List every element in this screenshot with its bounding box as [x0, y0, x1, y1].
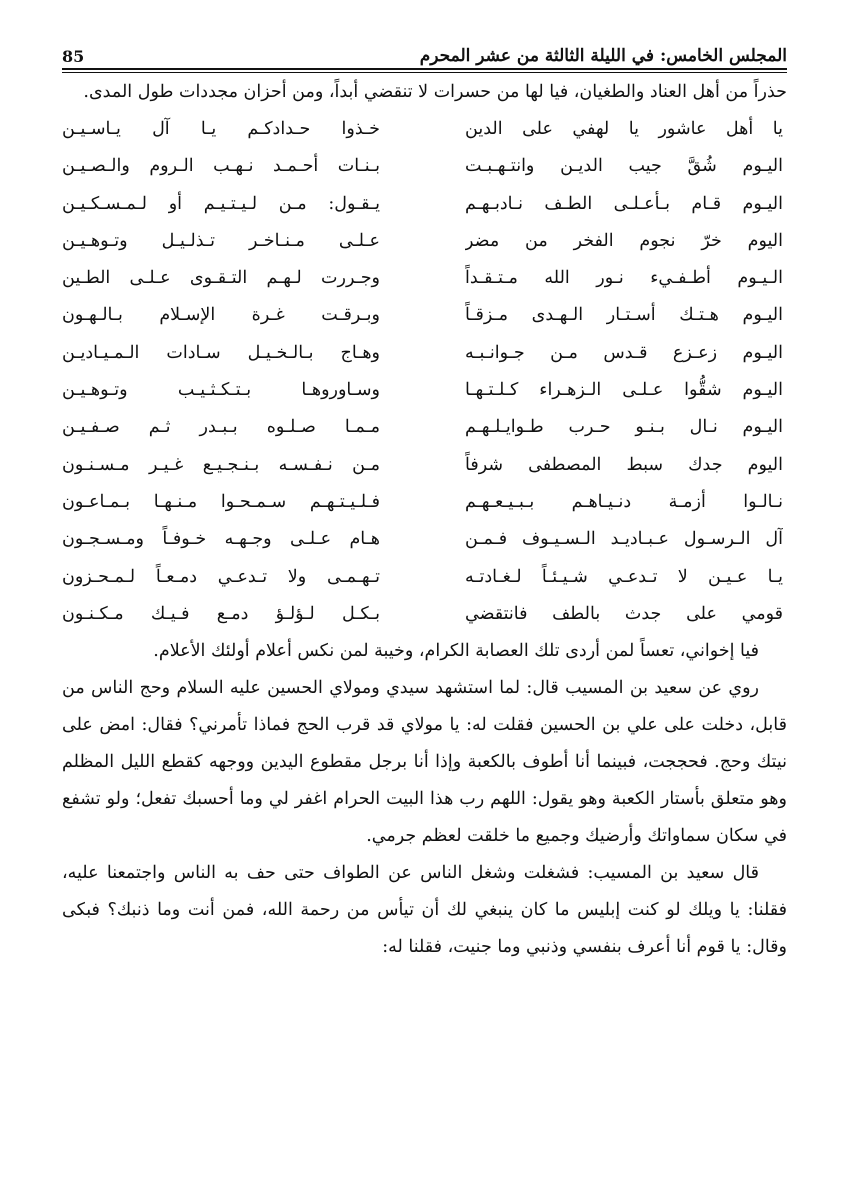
- verse-second-hemistich: تـهـمـى ولا تـدعـي دمـعـاً لـمـحـزون: [62, 566, 380, 587]
- header-rule: [62, 68, 787, 73]
- verse-first-hemistich: نـالـوا أزمـة دنـيـاهـم بـبـيـعـهـم: [465, 491, 783, 512]
- verse-first-hemistich: يا أهل عاشور يا لهفي على الدين: [465, 119, 783, 139]
- poem-verse: [62, 484, 787, 521]
- poem-verse: [62, 521, 787, 558]
- poem-verse: [62, 297, 787, 334]
- verse-second-hemistich: وجـررت لـهـم التـقـوى عـلـى الطـين: [62, 268, 380, 289]
- verse-second-hemistich: وهـاج بـالـخـيـل سـادات الـمـيـاديـن: [62, 342, 380, 363]
- verse-first-hemistich: قومي على جدث بالطف فانتقضي: [465, 603, 783, 624]
- verse-second-hemistich: مـمـا صـلـوه بـبـدر ثـم صـفـيـن: [62, 417, 380, 438]
- poem-verse: [62, 223, 787, 260]
- page-body: [62, 74, 787, 966]
- verse-first-hemistich: اليـوم هـتـك أسـتـار الـهـدى مـزقـاً: [465, 305, 783, 326]
- poem-verse: [62, 447, 787, 484]
- verse-second-hemistich: بـكـل لـؤلـؤ دمـع فـيـك مـكـنـون: [62, 603, 380, 624]
- verse-second-hemistich: هـام عـلـى وجـهـه خـوفـاً ومـسـجـون: [62, 529, 380, 550]
- verse-second-hemistich: وسـاوروهـا بـتـكـثـيـب وتـوهـيـن: [62, 380, 380, 401]
- poem-verse: [62, 186, 787, 223]
- verse-first-hemistich: الـيـوم أطـفـيء نـور الله مـتـقـداً: [465, 268, 783, 289]
- verse-first-hemistich: اليوم جدك سبط المصطفى شرفاً: [465, 454, 783, 475]
- poem-verse: [62, 409, 787, 446]
- verse-first-hemistich: اليوم خرّ نجوم الفخر من مضر: [465, 230, 783, 251]
- verse-second-hemistich: بـنـات أحـمـد نـهـب الـروم والـصـيـن: [62, 156, 380, 177]
- poem: [62, 111, 787, 633]
- verse-first-hemistich: اليـوم زعـزع قـدس مـن جـوانـبـه: [465, 342, 783, 363]
- verse-second-hemistich: يـقـول: مـن لـيـتـيـم أو لـمـسـكـيـن: [62, 193, 380, 214]
- intro-paragraph: حذراً من أهل العناد والطغيان، فيا لها من حسرات لا تنقضي أبداً، ومن أحزان مجددات طول المدى.: [83, 82, 787, 102]
- verse-second-hemistich: وبـرقـت غـرة الإسـلام بـالـهـون: [62, 305, 380, 326]
- running-title: المجلس الخامس: في الليلة الثالثة من عشر المحرم: [419, 46, 787, 66]
- verse-first-hemistich: يـا عـيـن لا تـدعـي شـيـئـاً لـغـادتـه: [465, 566, 783, 587]
- page-number: 85: [62, 47, 85, 66]
- verse-first-hemistich: اليـوم قـام بـأعـلـى الطـف نـادبـهـم: [465, 193, 783, 214]
- poem-verse: [62, 335, 787, 372]
- poem-verse: [62, 260, 787, 297]
- poem-verse: [62, 372, 787, 409]
- body-paragraph: روي عن سعيد بن المسيب قال: لما استشهد سيدي ومولاي الحسين عليه السلام وحج الناس من قابل، دخلت على علي بن الحسين فقلت له: يا مولاي قد قرب الحج فماذا تأمرني؟ فقال: امض على نيتك وحج. فحججت، فبينما أنا أطوف بالكعبة وإذا أنا برجل مقطوع اليدين ووجهه كقطع الليل المظلم وهو متعلق بأستار الكعبة وهو يقول: اللهم رب هذا البيت الحرام اغفر لي وما أحسبك تفعل؛ ولو تشفع في سكان سماواتك وأرضيك وجميع ما خلقت لعظم جرمي.: [62, 678, 787, 847]
- verse-second-hemistich: مـن نـفـسـه بـنـجـيـع غـيـر مـسـنـون: [62, 454, 380, 475]
- verse-first-hemistich: اليـوم شقُّوا عـلـى الـزهـراء كـلـتـهـا: [465, 380, 783, 401]
- verse-first-hemistich: اليـوم نـال بـنـو حـرب طـوايـلـهـم: [465, 417, 783, 438]
- verse-second-hemistich: فـلـيـتـهـم سـمـحـوا مـنـهـا بـمـاعـون: [62, 491, 380, 512]
- body-paragraph: قال سعيد بن المسيب: فشغلت وشغل الناس عن الطواف حتى حف به الناس واجتمعنا عليه، فقلنا: يا ويلك لو كنت إبليس ما كان ينبغي لك أن تيأس من رحمة الله، فمن أنت وما ذنبك؟ فبكى وقال: يا قوم أنا أعرف بنفسي وذنبي وما جنيت، فقلنا له:: [62, 863, 787, 958]
- verse-second-hemistich: خـذوا حـدادكـم يـا آل يـاسـيـن: [62, 119, 380, 139]
- body-paragraph: فيا إخواني، تعساً لمن أردى تلك العصابة الكرام، وخيبة لمن نكس أعلام أولئك الأعلام.: [153, 641, 759, 662]
- poem-verse: [62, 596, 787, 633]
- poem-verse: [62, 148, 787, 185]
- verse-first-hemistich: آل الـرسـول عـبـاديـد الـسـيـوف فـمـن: [465, 529, 783, 550]
- page-header: [62, 32, 787, 66]
- verse-first-hemistich: اليـوم شُقَّ جيب الديـن وانتـهـبـت: [465, 156, 783, 177]
- verse-second-hemistich: عـلـى مـنـاخـر تـذلـيـل وتـوهـيـن: [62, 230, 380, 251]
- poem-verse: [62, 559, 787, 596]
- poem-verse: [62, 111, 787, 148]
